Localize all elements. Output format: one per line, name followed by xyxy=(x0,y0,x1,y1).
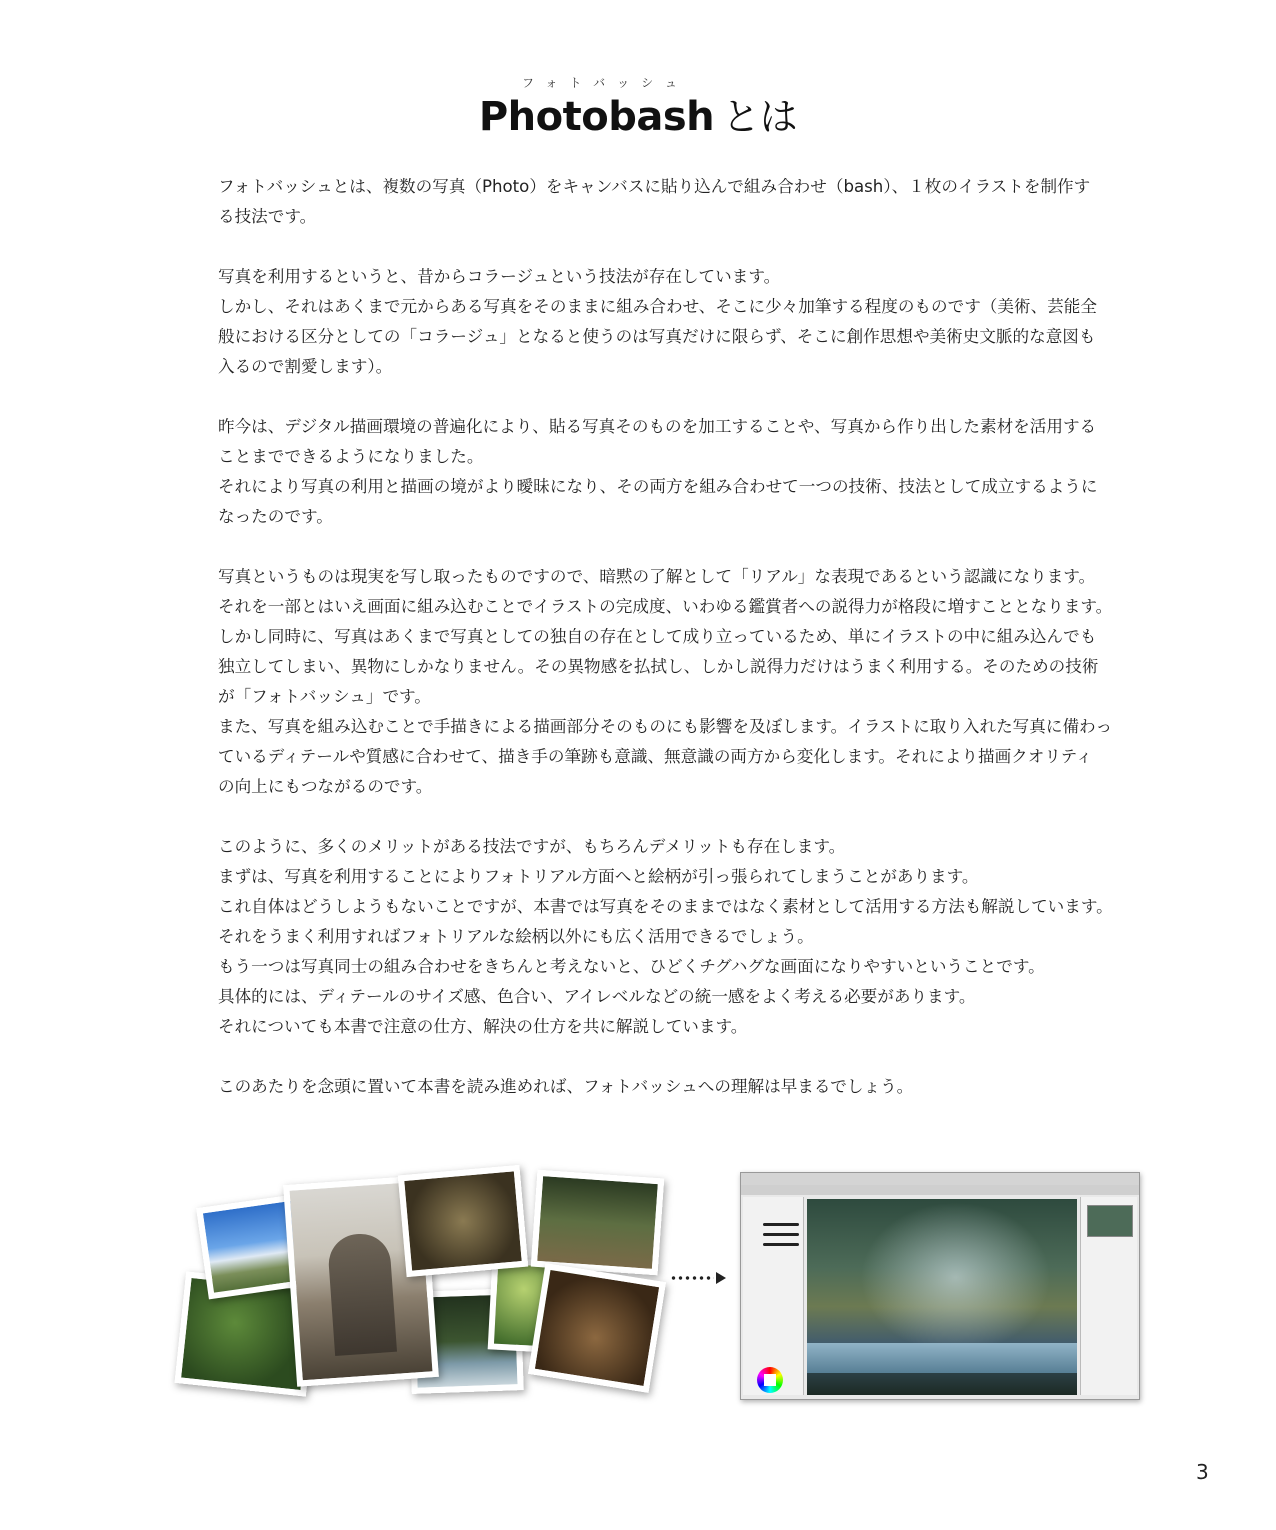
text-line: ているディテールや質感に合わせて、描き手の筆跡も意識、無意識の両方から変化します。それにより描画クオリティ xyxy=(218,747,1093,766)
text-line: 昨今は、デジタル描画環境の普遍化により、貼る写真そのものを加工することや、写真から作り出した素材を活用する xyxy=(218,417,1097,436)
app-tool-panel xyxy=(743,1197,804,1395)
text-line: それにより写真の利用と描画の境がより曖昧になり、その両方を組み合わせて一つの技術、技法として成立するように xyxy=(218,477,1098,496)
text-line: それを一部とはいえ画面に組み込むことでイラストの完成度、いわゆる鑑賞者への説得力が格段に増すこととなります。 xyxy=(218,597,1113,616)
arrow-head xyxy=(716,1272,726,1284)
text-line: 写真を利用するというと、昔からコラージュという技法が存在しています。 xyxy=(218,267,781,286)
photo-forest xyxy=(531,1170,664,1276)
photo-roots-closeup xyxy=(528,1263,666,1393)
paragraph xyxy=(218,262,1097,382)
text-line: このように、多くのメリットがある技法ですが、もちろんデメリットも存在します。 xyxy=(218,837,846,856)
text-line: もう一つは写真同士の組み合わせをきちんと考えないと、ひどくチグハグな画面になりやすいということです。 xyxy=(218,957,1045,976)
text-line: が「フォトバッシュ」です。 xyxy=(218,687,431,706)
text-line: まずは、写真を利用することによりフォトリアル方面へと絵柄が引っ張られてしまうことがあります。 xyxy=(218,867,979,886)
text-line: 般における区分としての「コラージュ」となると使うのは写真だけに限らず、そこに創作思想や美術史文脈的な意図も xyxy=(218,327,1096,346)
app-layer-panel xyxy=(1080,1197,1137,1395)
text-line: しかし、それはあくまで元からある写真をそのままに組み合わせ、そこに少々加筆する程度のものです（美術、芸能全 xyxy=(218,297,1097,316)
title-latin: Photobash xyxy=(478,94,715,140)
paragraph xyxy=(218,1072,1088,1102)
navigator-thumbnail xyxy=(1087,1205,1133,1237)
text-line: の向上にもつながるのです。 xyxy=(218,777,433,796)
arrow-right-icon xyxy=(670,1272,728,1284)
body-text xyxy=(218,172,1113,1132)
title-ja: とは xyxy=(722,95,798,139)
app-toolbar xyxy=(741,1185,1139,1195)
text-line: このあたりを念頭に置いて本書を読み進めれば、フォトバッシュへの理解は早まるでしょう。 xyxy=(218,1077,914,1096)
text-line: ことまでできるようになりました。 xyxy=(218,447,484,466)
photobash-illustration xyxy=(170,1160,1150,1410)
text-line: なったのです。 xyxy=(218,507,333,526)
text-line: 入るので割愛します）。 xyxy=(218,357,393,376)
castle-tower xyxy=(327,1232,397,1356)
paragraph xyxy=(218,562,1113,802)
color-wheel-icon xyxy=(757,1367,783,1393)
text-line: また、写真を組み込むことで手描きによる描画部分そのものにも影響を及ぼします。イラストに取り入れた写真に備わっ xyxy=(218,717,1113,736)
page-title xyxy=(0,86,1276,141)
paragraph xyxy=(218,832,1113,1042)
paragraph xyxy=(218,412,1098,532)
paragraph xyxy=(218,172,1091,232)
text-line: これ自体はどうしようもないことですが、本書では写真をそのままではなく素材として活用する方法も解説しています。 xyxy=(218,897,1113,916)
painting-app-screenshot xyxy=(740,1172,1140,1400)
text-line: 具体的には、ディテールのサイズ感、色合い、アイレベルなどの統一感をよく考える必要があります。 xyxy=(218,987,976,1006)
page-number: 3 xyxy=(1196,1460,1209,1484)
text-line: フォトバッシュとは、複数の写真（Photo）をキャンバスに貼り込んで組み合わせ（bash）、１枚のイラストを制作す xyxy=(218,177,1091,196)
text-line: しかし同時に、写真はあくまで写真としての独自の存在として成り立っているため、単にイラストの中に組み込んでも xyxy=(218,627,1097,646)
text-line: 独立してしまい、異物にしかなりません。その異物感を払拭し、しかし説得力だけはうまく利用する。そのための技術 xyxy=(218,657,1099,676)
brush-stroke-icon xyxy=(763,1223,799,1226)
text-line: る技法です。 xyxy=(218,207,317,226)
heading-ruby: フォトバッシュ xyxy=(522,76,689,90)
artwork-river xyxy=(807,1343,1077,1373)
brush-stroke-icon xyxy=(763,1233,799,1236)
text-line: それをうまく利用すればフォトリアルな絵柄以外にも広く活用できるでしょう。 xyxy=(218,927,814,946)
arrow-dots xyxy=(670,1276,714,1280)
text-line: それについても本書で注意の仕方、解決の仕方を共に解説しています。 xyxy=(218,1017,748,1036)
photo-tree-roots xyxy=(398,1165,528,1277)
brush-stroke-icon xyxy=(763,1243,799,1246)
text-line: 写真というものは現実を写し取ったものですので、暗黙の了解として「リアル」な表現であるという認識になります。 xyxy=(218,567,1096,586)
app-canvas-artwork xyxy=(807,1199,1077,1395)
